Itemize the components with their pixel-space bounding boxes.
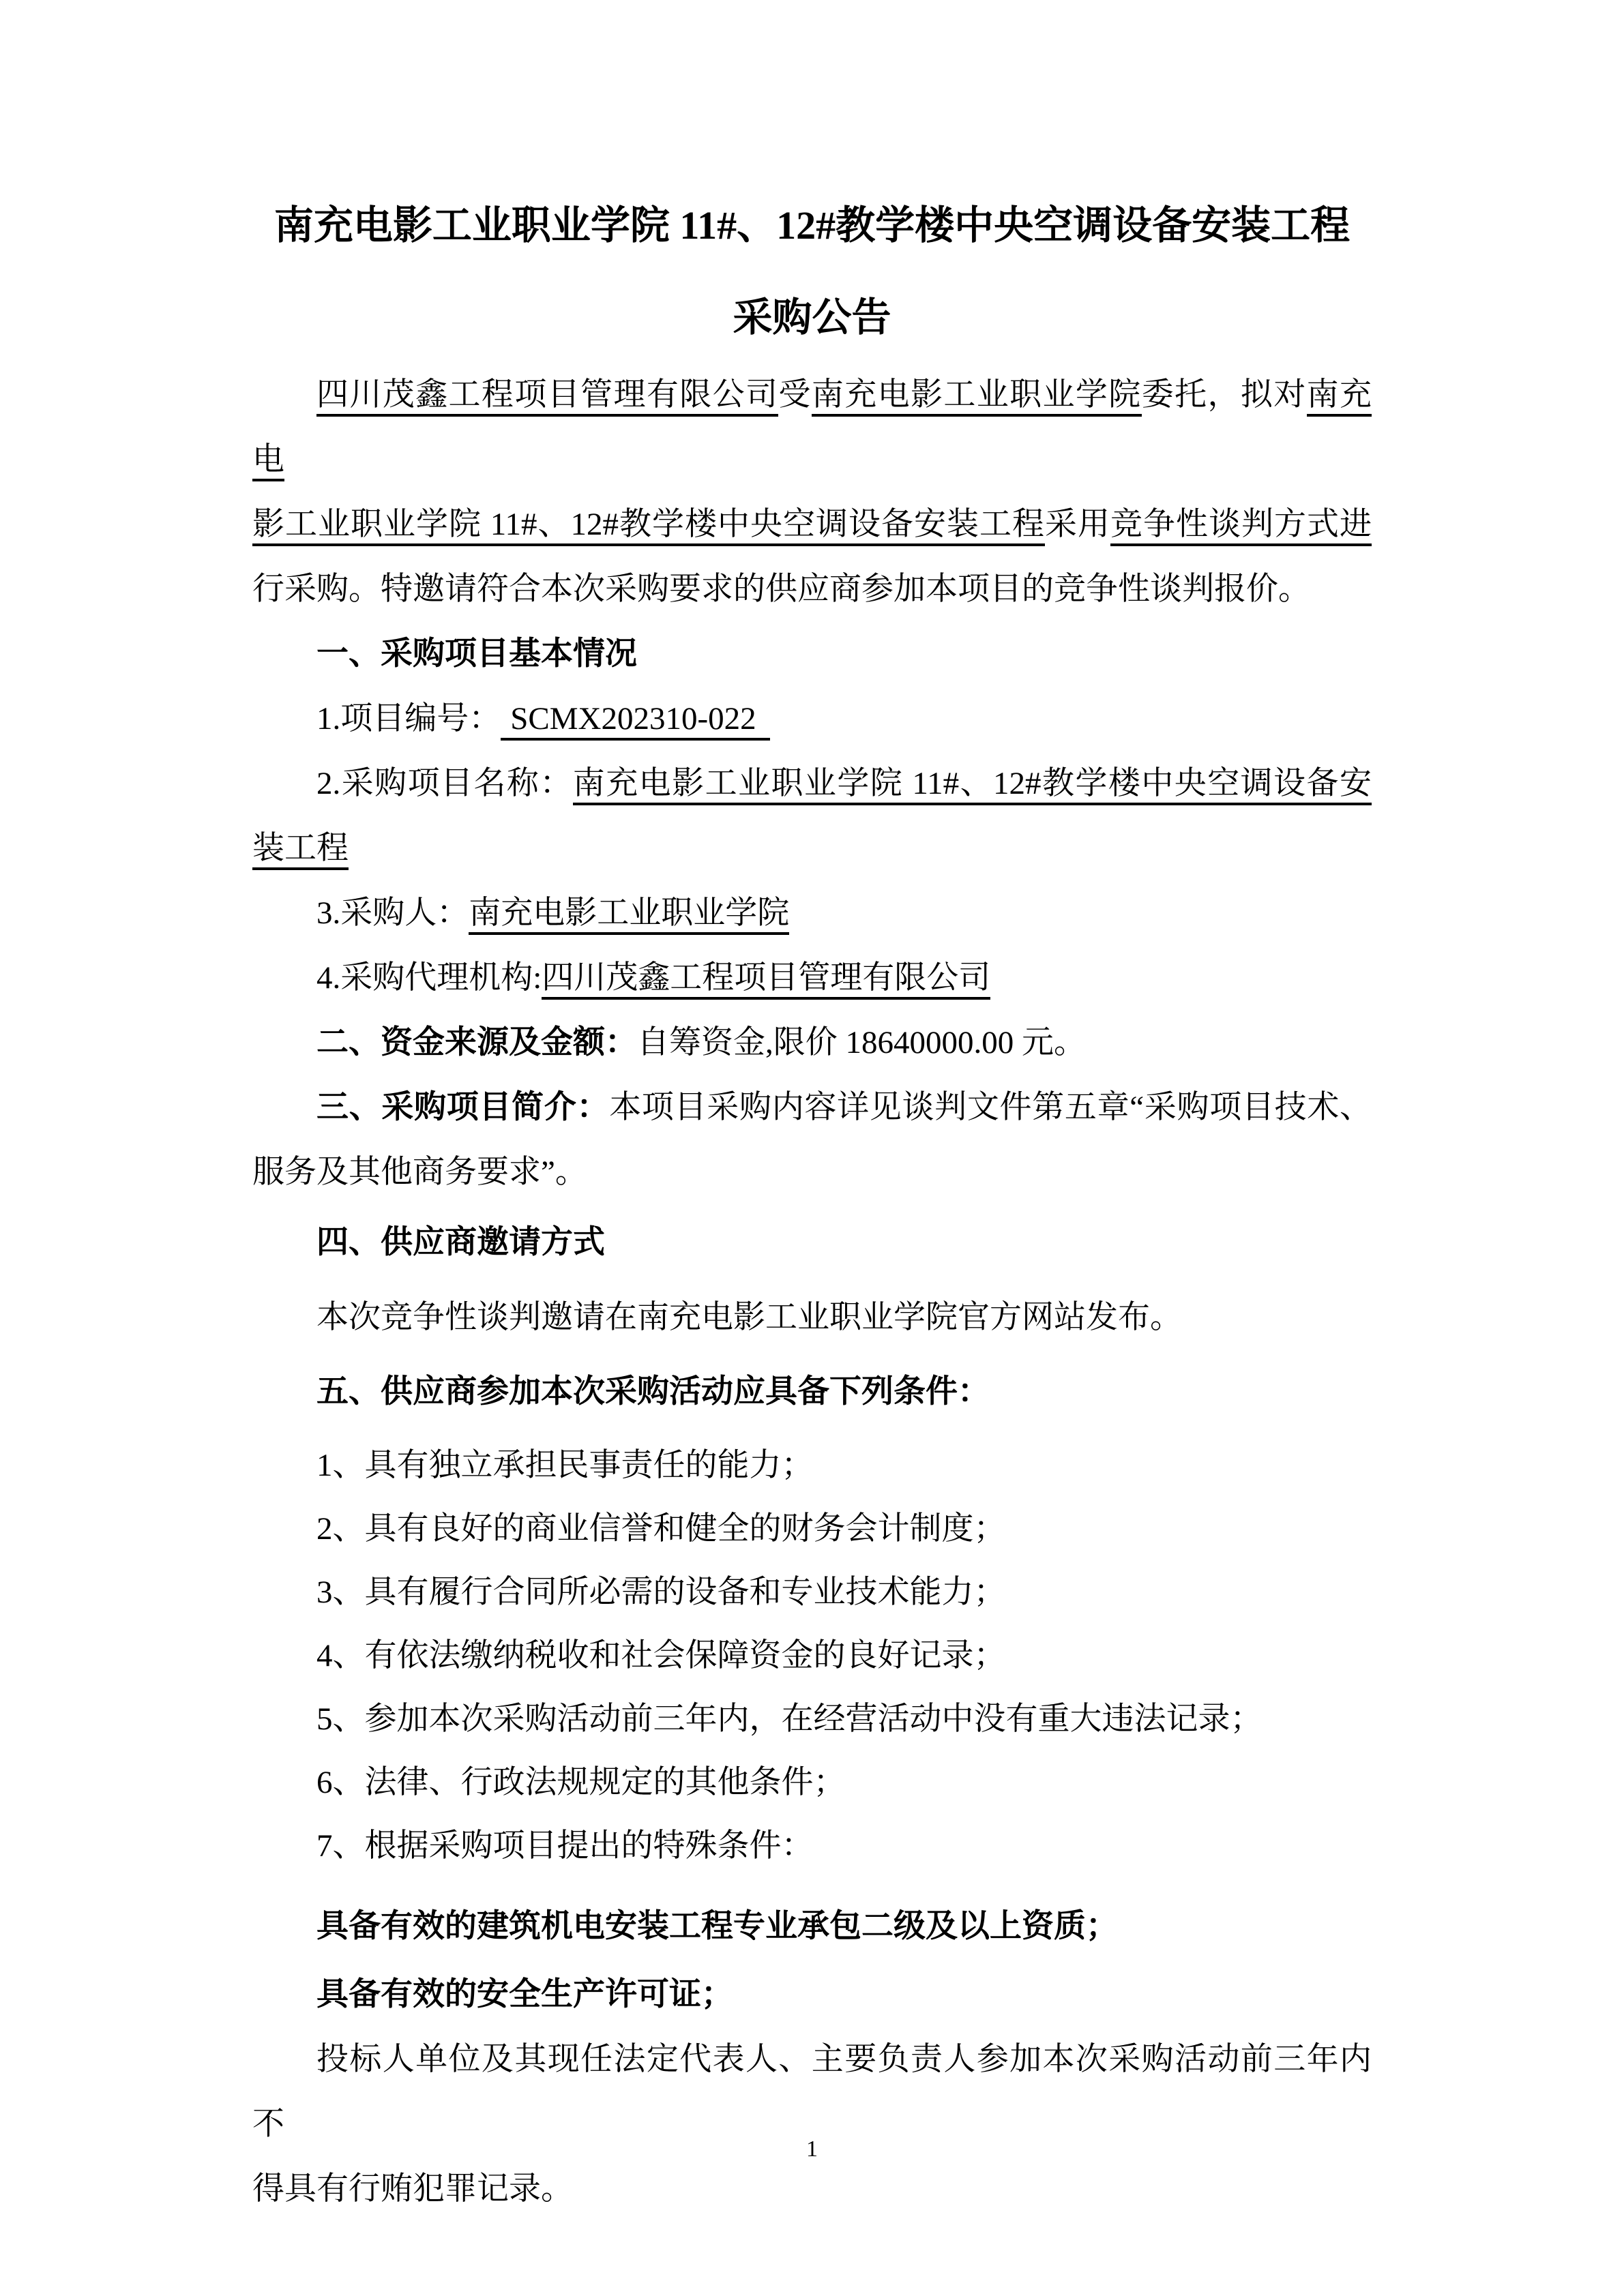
final-paragraph-line1: 投标人单位及其现任法定代表人、主要负责人参加本次采购活动前三年内不: [252, 2042, 1372, 2142]
underlined-procurement-method: 竞争性谈判方式进: [1110, 507, 1372, 546]
project-number-line: [252, 687, 1372, 751]
underlined-project-name-start: 南充电: [252, 377, 1372, 481]
page-number: 1: [806, 2136, 818, 2162]
funding-text: 自筹资金,限价 18640000.00 元。: [637, 1025, 1086, 1060]
final-paragraph-line2: 得具有行贿犯罪记录。: [252, 2171, 573, 2207]
intro-paragraph-line3: 行采购。特邀请符合本次采购要求的供应商参加本项目的竞争性谈判报价。: [252, 571, 1310, 607]
project-name-line1: [252, 751, 1372, 816]
document-title-line1: 南充电影工业职业学院 11#、12#教学楼中央空调设备安装工程: [274, 203, 1350, 248]
purchaser-line: [252, 881, 1372, 946]
document-content: [252, 0, 1372, 2222]
purchaser-value: 南充电影工业职业学院: [469, 895, 789, 935]
document-title-line2: 采购公告: [733, 295, 891, 340]
agency-label: 4.采购代理机构:: [316, 960, 542, 996]
project-name-line2: [252, 816, 1372, 881]
project-name-value-cont: 装工程: [252, 831, 349, 870]
underlined-agency-name: 四川茂鑫工程项目管理有限公司: [316, 377, 778, 417]
section2-line: [252, 1011, 1372, 1075]
condition-item-1: 1、具有独立承担民事责任的能力；: [316, 1448, 814, 1483]
special-requirement-1: 具备有效的建筑机电安装工程专业承包二级及以上资质；: [316, 1909, 1118, 1944]
project-number-label: 1.项目编号：: [316, 701, 501, 736]
purchaser-label: 3.采购人：: [316, 895, 469, 931]
section4-heading: 四、供应商邀请方式: [316, 1225, 605, 1260]
section2-heading: 二、资金来源及金额：: [316, 1025, 637, 1060]
intro-text: 采用: [1045, 507, 1110, 542]
section3-line2: 服务及其他商务要求”。: [252, 1154, 587, 1190]
condition-item-6: 6、法律、行政法规规定的其他条件；: [316, 1765, 846, 1800]
agency-line: [252, 946, 1372, 1011]
project-name-label: 2.采购项目名称：: [316, 766, 573, 801]
condition-item-4: 4、有依法缴纳税收和社会保障资金的良好记录；: [316, 1638, 1006, 1673]
section5-heading: 五、供应商参加本次采购活动应具备下列条件：: [316, 1374, 990, 1410]
special-requirement-2: 具备有效的安全生产许可证；: [316, 1977, 733, 2012]
project-name-value-start: 南充电影工业职业学院 11#、12#教学楼中央空调设备安: [573, 766, 1372, 805]
section3-line1: [252, 1075, 1372, 1140]
section1-heading: 一、采购项目基本情况: [316, 636, 637, 672]
condition-item-5: 5、参加本次采购活动前三年内，在经营活动中没有重大违法记录；: [316, 1701, 1263, 1737]
section4-paragraph: 本次竞争性谈判邀请在南充电影工业职业学院官方网站发布。: [316, 1300, 1182, 1335]
underlined-project-name-cont: 影工业职业学院 11#、12#教学楼中央空调设备安装工程: [252, 507, 1045, 546]
intro-paragraph-line1: [252, 363, 1372, 492]
section3-heading: 三、采购项目简介：: [316, 1090, 610, 1125]
condition-item-7: 7、根据采购项目提出的特殊条件：: [316, 1828, 814, 1864]
intro-text: 受: [778, 377, 812, 413]
project-number-value: SCMX202310-022: [501, 701, 769, 741]
intro-text: 委托，拟对: [1141, 377, 1307, 413]
underlined-purchaser-name: 南充电影工业职业学院: [812, 377, 1142, 417]
intro-paragraph-line2: [252, 492, 1372, 557]
agency-value: 四川茂鑫工程项目管理有限公司: [542, 960, 990, 1000]
condition-item-3: 3、具有履行合同所必需的设备和专业技术能力；: [316, 1575, 1006, 1610]
project-brief-text-start: 本项目采购内容详见谈判文件第五章“采购项目技术、: [609, 1090, 1372, 1125]
condition-item-2: 2、具有良好的商业信誉和健全的财务会计制度；: [316, 1511, 1006, 1547]
